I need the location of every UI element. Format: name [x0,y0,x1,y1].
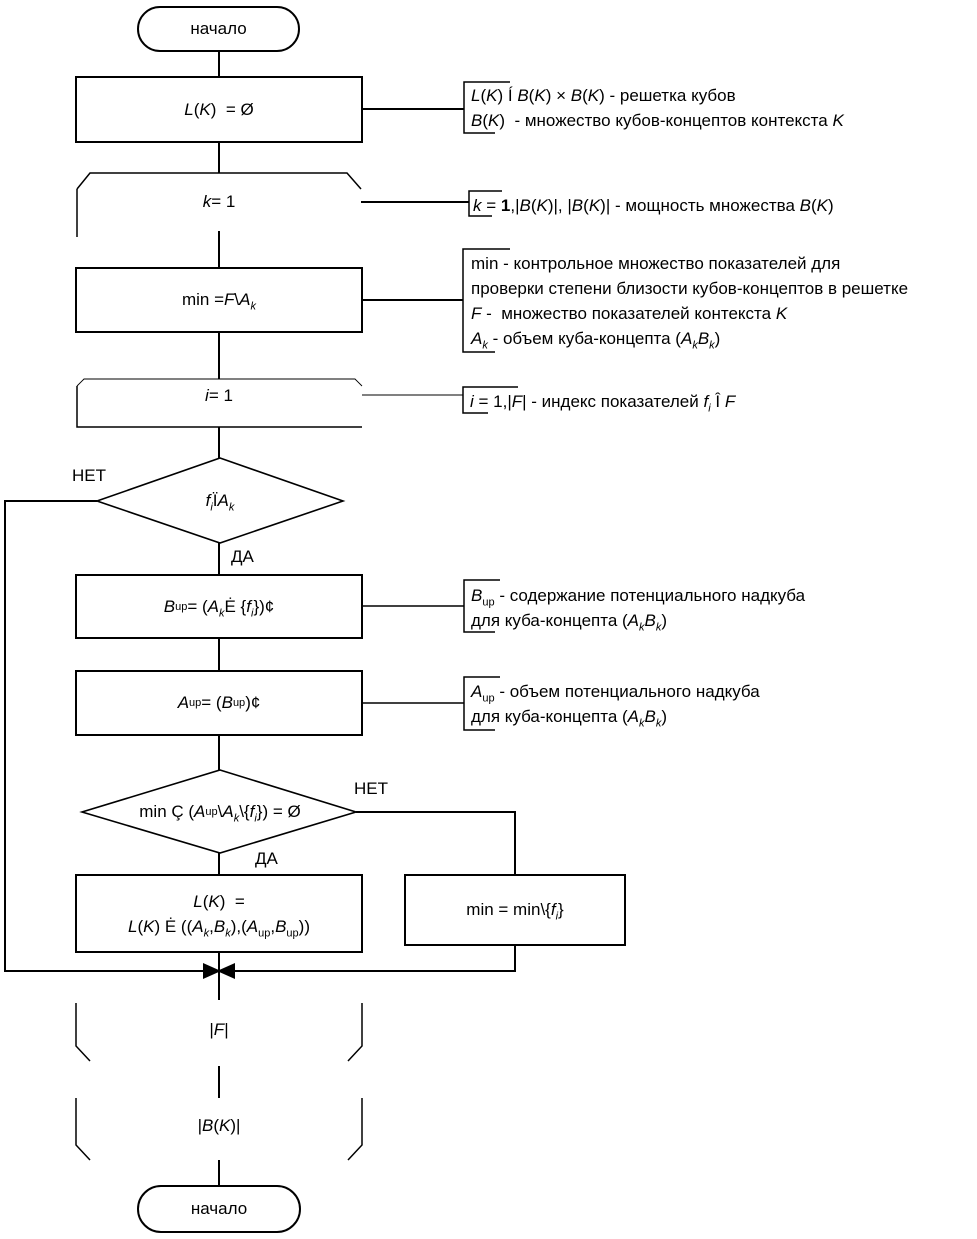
annotation-loop-k-line1: k = 1,|B(K)|, |B(K)| - мощность множества B(K) [473,196,834,215]
annotation-b-up [471,583,805,633]
loop-k-label: k = 1 [202,192,236,211]
annotation-lattice-line2: B(K) - множество кубов-концептов контекста K [471,111,844,130]
annotation-b-up-line1: $B_{up}$ - содержание потенциального надкуба [471,586,806,609]
a-up-label: A up = ( B up )¢ [177,693,261,712]
annotation-a-up [471,679,760,729]
start-terminator-label: начало [190,19,247,38]
annotation-a-up-line2: для куба-концепта $(A_kB_k)$ [471,707,668,730]
annotation-loop-i-line1: i = 1,|F| - индекс показателей $f_i$ Î F [470,392,736,415]
no-branch-right [356,812,515,875]
min-init-label: min = F \ $A_k$ [181,290,256,313]
annotation-a-up-line1: $A_{up}$ - объем потенциального надкуба [471,682,760,705]
annotation-min-line4: $A_k$ - объем куба-концепта $(A_kB_k)$ [471,329,721,352]
yes-label-min: ДА [255,849,278,868]
lattice-update-label [76,876,362,951]
annotation-min [471,251,908,351]
loop-i-label: i = 1 [205,386,233,405]
annotation-lattice [471,83,844,133]
annotation-loop-k [473,193,834,218]
no-label-min: НЕТ [354,779,388,798]
annotation-min-line2: проверки степени близости кубов-концептов в решетке [471,279,909,298]
init-lattice-label: L ( K ) = Ø [184,99,254,119]
membership-decision-label: $f_i$ Ï $A_k$ [205,490,235,513]
annotation-lattice-line1: L(K) Í B(K) × B(K) - решетка кубов [471,86,736,105]
loop-i-begin-shape [77,379,362,386]
loop-end-f-label: | F | [209,1020,229,1039]
b-up-label: B up = ( $A_k$ Ė { $f_i$ })¢ [163,596,275,619]
annotation-loop-i [470,389,735,414]
lattice-update-line2: L(K) Ė $((A_k,B_k),(A_{up},B_{up}))$ [128,916,310,939]
loop-end-bk-label: | B ( K )| [197,1116,241,1135]
loop-k-begin-shape [77,173,361,189]
min-empty-decision-label: min Ç ( A up \ $A_k$ \{ $f_i$ }) = Ø [139,801,301,824]
min-update-label: min = min\{ $f_i$ } [466,900,564,923]
lattice-update-line1: L(K) = [193,891,245,911]
annotation-min-line1: min - контрольное множество показателей для [471,254,841,273]
yes-label-membership: ДА [231,547,254,566]
annotation-min-line3: F - множество показателей контекста K [471,304,788,323]
no-label-membership: НЕТ [72,466,106,485]
end-terminator-label: начало [190,1199,248,1218]
annotation-b-up-line2: для куба-концепта $(A_kB_k)$ [471,611,668,634]
